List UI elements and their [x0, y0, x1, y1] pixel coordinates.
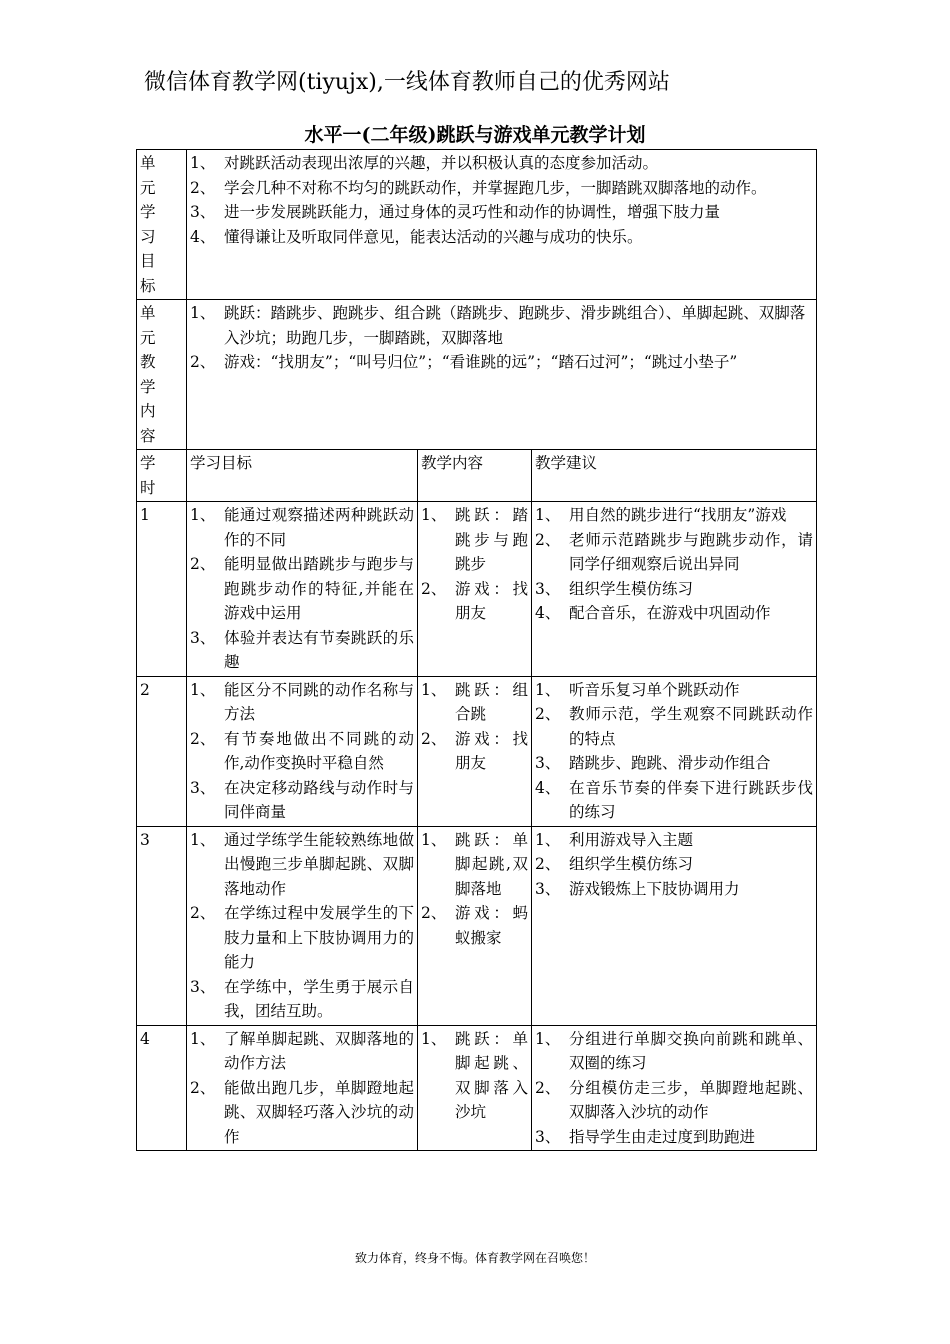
list-item: 3、 进一步发展跳跃能力，通过身体的灵巧性和动作的协调性，增强下肢力量: [190, 203, 721, 221]
list-item: 2、 游戏：蚂蚁搬家: [421, 904, 528, 947]
lesson-suggestions-list: [535, 503, 813, 626]
column-header-row: [137, 450, 817, 502]
lesson-content: [418, 676, 532, 826]
objectives-column-header: 学习目标: [187, 450, 418, 502]
content-column-header: 教学内容: [418, 450, 532, 502]
lesson-row: [137, 826, 817, 1025]
lesson-content: [418, 502, 532, 677]
unit-content-list: [190, 301, 813, 375]
document-title: 水平一(二年级)跳跃与游戏单元教学计划: [304, 124, 646, 146]
list-item: 2、 老师示范踏跳步与跑跳步动作，请同学仔细观察后说出异同: [535, 530, 814, 573]
list-item: 1、 能区分不同跳的动作名称与方法: [190, 680, 414, 723]
period-header: 学 时: [137, 450, 187, 502]
list-item: 2、 能明显做出踏跳步与跑步与跑跳步动作的特征,并能在游戏中运用: [190, 555, 414, 622]
site-header: 微信体育教学网(tiyujx),一线体育教师自己的优秀网站: [144, 70, 670, 95]
page-footer: 致力体育，终身不悔。体育教学网在召唤您！: [354, 1251, 595, 1265]
suggestions-column-header: 教学建议: [532, 450, 817, 502]
unit-content-row: [137, 300, 817, 450]
lesson-suggestions: [532, 676, 817, 826]
lesson-content-list: [421, 828, 528, 951]
lesson-row: [137, 502, 817, 677]
lesson-suggestions: [532, 1025, 817, 1151]
lesson-period: 1: [137, 502, 187, 677]
list-item: 2、 游戏：找朋友: [421, 729, 528, 772]
list-item: 2、 游戏：“找朋友”；“叫号归位”；“看谁跳的远”；“踏石过河”；“跳过小垫子”: [190, 353, 738, 371]
unit-content-label: 单 元 教 学 内 容: [137, 300, 187, 450]
list-item: 2、 在学练过程中发展学生的下肢力量和上下肢协调用力的能力: [190, 904, 414, 971]
lesson-row: [137, 1025, 817, 1151]
lesson-objectives-list: [190, 503, 414, 675]
list-item: 4、 配合音乐，在游戏中巩固动作: [535, 604, 771, 622]
lesson-objectives-list: [190, 1027, 414, 1150]
list-item: 2、 分组模仿走三步，单脚蹬地起跳、双脚落入沙坑的动作: [535, 1078, 814, 1121]
list-item: 1、 利用游戏导入主题: [535, 830, 694, 849]
list-item: 3、 在决定移动路线与动作时与同伴商量: [190, 778, 414, 821]
list-item: 1、 跳跃：组合跳: [421, 680, 528, 723]
lesson-objectives-list: [190, 678, 414, 825]
list-item: 3、 踏跳步、跑跳、滑步动作组合: [535, 754, 771, 772]
lesson-suggestions-list: [535, 678, 813, 825]
lesson-content-list: [421, 503, 528, 626]
list-item: 3、 游戏锻炼上下肢协调用力: [535, 879, 740, 898]
unit-objectives-row: [137, 150, 817, 300]
list-item: 1、 分组进行单脚交换向前跳和跳单、双圈的练习: [535, 1029, 814, 1072]
list-item: 1、 听音乐复习单个跳跃动作: [535, 680, 740, 699]
lesson-suggestions: [532, 826, 817, 1025]
lesson-suggestions: [532, 502, 817, 677]
lesson-objectives: [187, 1025, 418, 1151]
lesson-suggestions-list: [535, 1027, 813, 1150]
list-item: 2、 学会几种不对称不均匀的跳跃动作，并掌握跑几步，一脚踏跳双脚落地的动作。: [190, 178, 767, 197]
list-item: 4、 在音乐节奏的伴奏下进行跳跃步伐的练习: [535, 778, 814, 821]
list-item: 2、 游戏：找朋友: [421, 579, 528, 622]
unit-content-cell: [187, 300, 817, 450]
list-item: 1、 跳跃：单脚起跳、双脚落入沙坑: [421, 1029, 528, 1121]
lesson-period: 3: [137, 826, 187, 1025]
list-item: 3、 在学练中，学生勇于展示自我，团结互助。: [190, 977, 414, 1020]
lesson-objectives-list: [190, 828, 414, 1024]
lesson-row: [137, 676, 817, 826]
unit-objectives-cell: [187, 150, 817, 300]
unit-objectives-label: 单 元 学 习 目 标: [137, 150, 187, 300]
lesson-objectives: [187, 826, 418, 1025]
list-item: 3、 组织学生模仿练习: [535, 579, 694, 598]
lesson-objectives: [187, 502, 418, 677]
lesson-objectives: [187, 676, 418, 826]
list-item: 1、 跳跃：踏跳步与跑跳步: [421, 506, 528, 573]
lesson-period: 4: [137, 1025, 187, 1151]
lesson-content-list: [421, 678, 528, 776]
list-item: 1、 能通过观察描述两种跳跃动作的不同: [190, 506, 414, 549]
lesson-content: [418, 826, 532, 1025]
list-item: 1、 对跳跃活动表现出浓厚的兴趣，并以积极认真的态度参加活动。: [190, 154, 659, 172]
list-item: 1、 跳跃：单脚起跳,双脚落地: [421, 830, 528, 898]
list-item: 4、 懂得谦让及听取同伴意见，能表达活动的兴趣与成功的快乐。: [190, 227, 643, 246]
list-item: 3、 体验并表达有节奏跳跃的乐趣: [190, 628, 414, 671]
lesson-suggestions-list: [535, 828, 813, 902]
list-item: 3、 指导学生由走过度到助跑进: [535, 1127, 756, 1146]
list-item: 2、 有节奏地做出不同跳的动作,动作变换时平稳自然: [190, 729, 414, 772]
list-item: 2、 能做出跑几步，单脚蹬地起跳、双脚轻巧落入沙坑的动作: [190, 1078, 414, 1146]
list-item: 1、 用自然的跳步进行“找朋友”游戏: [535, 506, 787, 524]
list-item: 1、 了解单脚起跳、双脚落地的动作方法: [190, 1029, 414, 1072]
list-item: 2、 组织学生模仿练习: [535, 855, 694, 873]
lesson-period: 2: [137, 676, 187, 826]
list-item: 1、 跳跃：踏跳步、跑跳步、组合跳（踏跳步、跑跳步、滑步跳组合）、单脚起跳、双脚落入沙坑；助跑几步，一脚踏跳，双脚落地: [190, 304, 806, 347]
list-item: 2、 教师示范，学生观察不同跳跃动作的特点: [535, 705, 814, 748]
lesson-content-list: [421, 1027, 528, 1125]
unit-objectives-list: [190, 151, 813, 249]
lesson-content: [418, 1025, 532, 1151]
unit-plan-table: [136, 149, 817, 1151]
list-item: 1、 通过学练学生能较熟练地做出慢跑三步单脚起跳、双脚落地动作: [190, 830, 414, 898]
